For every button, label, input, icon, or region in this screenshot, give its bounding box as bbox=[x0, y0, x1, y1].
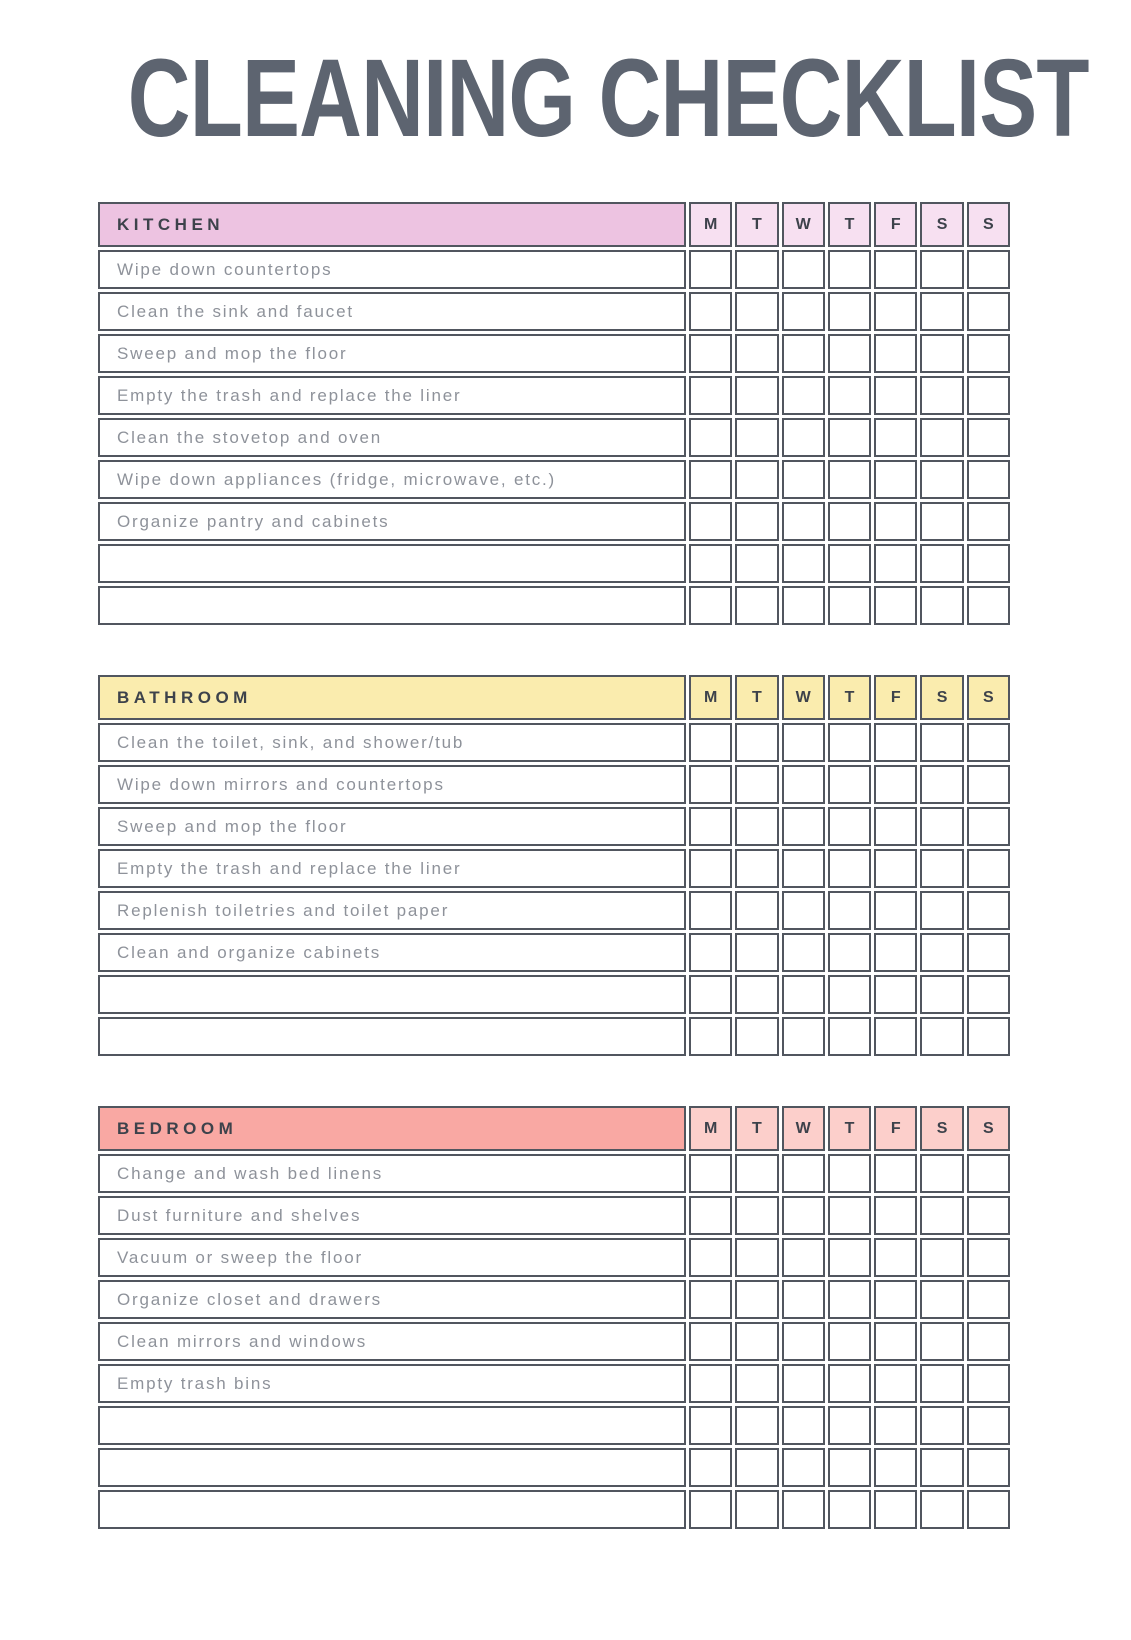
task-label bbox=[98, 544, 686, 583]
checkbox-cell[interactable] bbox=[920, 1196, 963, 1235]
checkbox-cell[interactable] bbox=[874, 849, 917, 888]
checkbox-cell[interactable] bbox=[689, 1280, 732, 1319]
checkbox-cell[interactable] bbox=[920, 1448, 963, 1487]
checkbox-cell[interactable] bbox=[689, 1490, 732, 1529]
task-label bbox=[98, 975, 686, 1014]
checkbox-cell[interactable] bbox=[689, 891, 732, 930]
checkbox-cell[interactable] bbox=[689, 849, 732, 888]
day-header: S bbox=[967, 1106, 1010, 1151]
day-header: W bbox=[782, 202, 825, 247]
task-row bbox=[98, 460, 1010, 499]
day-header: T bbox=[828, 1106, 871, 1151]
checkbox-cell[interactable] bbox=[920, 292, 963, 331]
checkbox-cell[interactable] bbox=[920, 334, 963, 373]
task-row bbox=[98, 502, 1010, 541]
day-header: T bbox=[828, 202, 871, 247]
task-row bbox=[98, 1406, 1010, 1445]
task-row bbox=[98, 807, 1010, 846]
checkbox-cell[interactable] bbox=[689, 334, 732, 373]
checkbox-cell[interactable] bbox=[874, 1406, 917, 1445]
checkbox-cell[interactable] bbox=[782, 250, 825, 289]
checkbox-cell[interactable] bbox=[874, 334, 917, 373]
checkbox-cell[interactable] bbox=[828, 1490, 871, 1529]
checkbox-cell[interactable] bbox=[967, 250, 1010, 289]
day-header: M bbox=[689, 675, 732, 720]
day-header: W bbox=[782, 1106, 825, 1151]
day-header: M bbox=[689, 202, 732, 247]
checkbox-cell[interactable] bbox=[735, 1364, 778, 1403]
checkbox-cell[interactable] bbox=[967, 1406, 1010, 1445]
checkbox-cell[interactable] bbox=[967, 891, 1010, 930]
checkbox-cell[interactable] bbox=[828, 975, 871, 1014]
checkbox-cell[interactable] bbox=[967, 1196, 1010, 1235]
task-label: Clean the sink and faucet bbox=[98, 292, 686, 331]
checkbox-cell[interactable] bbox=[920, 891, 963, 930]
checkbox-cell[interactable] bbox=[920, 1490, 963, 1529]
checkbox-cell[interactable] bbox=[689, 502, 732, 541]
checkbox-cell[interactable] bbox=[920, 250, 963, 289]
section-header-row bbox=[98, 202, 1010, 247]
checkbox-cell[interactable] bbox=[689, 1448, 732, 1487]
task-row bbox=[98, 292, 1010, 331]
task-row bbox=[98, 544, 1010, 583]
task-label: Clean and organize cabinets bbox=[98, 933, 686, 972]
checkbox-cell[interactable] bbox=[874, 544, 917, 583]
checkbox-cell[interactable] bbox=[735, 765, 778, 804]
checkbox-cell[interactable] bbox=[828, 334, 871, 373]
checkbox-cell[interactable] bbox=[782, 1448, 825, 1487]
checkbox-cell[interactable] bbox=[782, 1364, 825, 1403]
checkbox-cell[interactable] bbox=[874, 586, 917, 625]
checkbox-cell[interactable] bbox=[689, 250, 732, 289]
checkbox-cell[interactable] bbox=[828, 292, 871, 331]
checkbox-cell[interactable] bbox=[967, 460, 1010, 499]
day-header: F bbox=[874, 675, 917, 720]
checkbox-cell[interactable] bbox=[735, 1448, 778, 1487]
checkbox-cell[interactable] bbox=[735, 418, 778, 457]
checkbox-cell[interactable] bbox=[782, 1154, 825, 1193]
checkbox-cell[interactable] bbox=[967, 1364, 1010, 1403]
section-header-row bbox=[98, 1106, 1010, 1151]
checkbox-cell[interactable] bbox=[689, 460, 732, 499]
checkbox-cell[interactable] bbox=[782, 933, 825, 972]
checkbox-cell[interactable] bbox=[874, 1322, 917, 1361]
checkbox-cell[interactable] bbox=[967, 292, 1010, 331]
checkbox-cell[interactable] bbox=[782, 502, 825, 541]
checkbox-cell[interactable] bbox=[735, 1322, 778, 1361]
checkbox-cell[interactable] bbox=[874, 1280, 917, 1319]
checkbox-cell[interactable] bbox=[920, 502, 963, 541]
checkbox-cell[interactable] bbox=[874, 376, 917, 415]
task-label: Dust furniture and shelves bbox=[98, 1196, 686, 1235]
checkbox-cell[interactable] bbox=[920, 1406, 963, 1445]
checkbox-cell[interactable] bbox=[828, 586, 871, 625]
checkbox-cell[interactable] bbox=[828, 376, 871, 415]
day-header: W bbox=[782, 675, 825, 720]
task-label: Wipe down appliances (fridge, microwave, etc.) bbox=[98, 460, 686, 499]
task-label: Empty the trash and replace the liner bbox=[98, 849, 686, 888]
day-header: S bbox=[920, 202, 963, 247]
checkbox-cell[interactable] bbox=[689, 807, 732, 846]
checkbox-cell[interactable] bbox=[689, 1364, 732, 1403]
checkbox-cell[interactable] bbox=[689, 975, 732, 1014]
checkbox-cell[interactable] bbox=[782, 460, 825, 499]
checkbox-cell[interactable] bbox=[782, 1322, 825, 1361]
checkbox-cell[interactable] bbox=[920, 1238, 963, 1277]
day-header: S bbox=[920, 675, 963, 720]
checkbox-cell[interactable] bbox=[920, 849, 963, 888]
checkbox-cell[interactable] bbox=[874, 723, 917, 762]
task-label: Sweep and mop the floor bbox=[98, 807, 686, 846]
checkbox-cell[interactable] bbox=[828, 1238, 871, 1277]
checkbox-cell[interactable] bbox=[735, 250, 778, 289]
checkbox-cell[interactable] bbox=[874, 807, 917, 846]
section-table-bathroom bbox=[95, 672, 1013, 1059]
checkbox-cell[interactable] bbox=[782, 723, 825, 762]
day-header: T bbox=[735, 1106, 778, 1151]
checkbox-cell[interactable] bbox=[735, 891, 778, 930]
checkbox-cell[interactable] bbox=[874, 1364, 917, 1403]
task-row bbox=[98, 1322, 1010, 1361]
task-row bbox=[98, 891, 1010, 930]
checkbox-cell[interactable] bbox=[967, 586, 1010, 625]
checkbox-cell[interactable] bbox=[689, 586, 732, 625]
checkbox-cell[interactable] bbox=[874, 292, 917, 331]
day-header: T bbox=[735, 675, 778, 720]
checkbox-cell[interactable] bbox=[874, 1490, 917, 1529]
task-row bbox=[98, 1364, 1010, 1403]
checkbox-cell[interactable] bbox=[874, 418, 917, 457]
task-row bbox=[98, 1448, 1010, 1487]
checkbox-cell[interactable] bbox=[874, 1154, 917, 1193]
section-title: KITCHEN bbox=[98, 202, 686, 247]
checkbox-cell[interactable] bbox=[828, 765, 871, 804]
checkbox-cell[interactable] bbox=[828, 502, 871, 541]
checkbox-cell[interactable] bbox=[689, 1196, 732, 1235]
section-title: BATHROOM bbox=[98, 675, 686, 720]
task-row bbox=[98, 1238, 1010, 1277]
checkbox-cell[interactable] bbox=[828, 1017, 871, 1056]
checkbox-cell[interactable] bbox=[874, 1017, 917, 1056]
checkbox-cell[interactable] bbox=[967, 1017, 1010, 1056]
checkbox-cell[interactable] bbox=[967, 1280, 1010, 1319]
task-label bbox=[98, 586, 686, 625]
checkbox-cell[interactable] bbox=[828, 891, 871, 930]
sections bbox=[95, 199, 1131, 1532]
day-header: T bbox=[735, 202, 778, 247]
checkbox-cell[interactable] bbox=[782, 975, 825, 1014]
checkbox-cell[interactable] bbox=[828, 1322, 871, 1361]
checkbox-cell[interactable] bbox=[920, 765, 963, 804]
task-label bbox=[98, 1490, 686, 1529]
checkbox-cell[interactable] bbox=[920, 975, 963, 1014]
task-row bbox=[98, 849, 1010, 888]
checkbox-cell[interactable] bbox=[874, 765, 917, 804]
checkbox-cell[interactable] bbox=[920, 1017, 963, 1056]
checkbox-cell[interactable] bbox=[874, 250, 917, 289]
checkbox-cell[interactable] bbox=[828, 250, 871, 289]
checkbox-cell[interactable] bbox=[689, 1238, 732, 1277]
checkbox-cell[interactable] bbox=[782, 1280, 825, 1319]
checkbox-cell[interactable] bbox=[967, 1238, 1010, 1277]
checkbox-cell[interactable] bbox=[967, 376, 1010, 415]
checkbox-cell[interactable] bbox=[828, 460, 871, 499]
checkbox-cell[interactable] bbox=[920, 586, 963, 625]
checkbox-cell[interactable] bbox=[920, 807, 963, 846]
checkbox-cell[interactable] bbox=[689, 933, 732, 972]
task-label bbox=[98, 1017, 686, 1056]
checkbox-cell[interactable] bbox=[782, 292, 825, 331]
checkbox-cell[interactable] bbox=[967, 765, 1010, 804]
checkbox-cell[interactable] bbox=[967, 418, 1010, 457]
checkbox-cell[interactable] bbox=[828, 544, 871, 583]
checkbox-cell[interactable] bbox=[920, 376, 963, 415]
task-row bbox=[98, 1280, 1010, 1319]
day-header: S bbox=[920, 1106, 963, 1151]
checkbox-cell[interactable] bbox=[689, 1154, 732, 1193]
checkbox-cell[interactable] bbox=[967, 1448, 1010, 1487]
task-label: Empty the trash and replace the liner bbox=[98, 376, 686, 415]
checkbox-cell[interactable] bbox=[874, 933, 917, 972]
checkbox-cell[interactable] bbox=[828, 1280, 871, 1319]
checkbox-cell[interactable] bbox=[735, 1238, 778, 1277]
checkbox-cell[interactable] bbox=[782, 891, 825, 930]
checkbox-cell[interactable] bbox=[735, 292, 778, 331]
day-header: S bbox=[967, 675, 1010, 720]
checkbox-cell[interactable] bbox=[967, 334, 1010, 373]
checkbox-cell[interactable] bbox=[967, 849, 1010, 888]
checkbox-cell[interactable] bbox=[735, 723, 778, 762]
task-label: Change and wash bed linens bbox=[98, 1154, 686, 1193]
checkbox-cell[interactable] bbox=[920, 1154, 963, 1193]
checkbox-cell[interactable] bbox=[735, 1017, 778, 1056]
checkbox-cell[interactable] bbox=[828, 418, 871, 457]
task-row bbox=[98, 1490, 1010, 1529]
checkbox-cell[interactable] bbox=[874, 1196, 917, 1235]
checkbox-cell[interactable] bbox=[735, 849, 778, 888]
checkbox-cell[interactable] bbox=[689, 376, 732, 415]
checkbox-cell[interactable] bbox=[920, 1364, 963, 1403]
checkbox-cell[interactable] bbox=[735, 1196, 778, 1235]
task-row bbox=[98, 723, 1010, 762]
task-label bbox=[98, 1448, 686, 1487]
task-label: Sweep and mop the floor bbox=[98, 334, 686, 373]
checkbox-cell[interactable] bbox=[782, 418, 825, 457]
checkbox-cell[interactable] bbox=[735, 1280, 778, 1319]
task-row bbox=[98, 586, 1010, 625]
task-row bbox=[98, 418, 1010, 457]
task-row bbox=[98, 334, 1010, 373]
checkbox-cell[interactable] bbox=[920, 1280, 963, 1319]
day-header: M bbox=[689, 1106, 732, 1151]
day-header: F bbox=[874, 202, 917, 247]
checkbox-cell[interactable] bbox=[735, 1154, 778, 1193]
checkbox-cell[interactable] bbox=[782, 1238, 825, 1277]
checkbox-cell[interactable] bbox=[689, 765, 732, 804]
checkbox-cell[interactable] bbox=[874, 1448, 917, 1487]
task-row bbox=[98, 765, 1010, 804]
checkbox-cell[interactable] bbox=[967, 975, 1010, 1014]
checkbox-cell[interactable] bbox=[735, 807, 778, 846]
section-table-kitchen bbox=[95, 199, 1013, 628]
checkbox-cell[interactable] bbox=[689, 544, 732, 583]
section-title: BEDROOM bbox=[98, 1106, 686, 1151]
day-header: T bbox=[828, 675, 871, 720]
checkbox-cell[interactable] bbox=[828, 849, 871, 888]
checkbox-cell[interactable] bbox=[782, 544, 825, 583]
checkbox-cell[interactable] bbox=[828, 1154, 871, 1193]
checkbox-cell[interactable] bbox=[967, 1154, 1010, 1193]
task-row bbox=[98, 376, 1010, 415]
checkbox-cell[interactable] bbox=[735, 975, 778, 1014]
task-row bbox=[98, 250, 1010, 289]
checkbox-cell[interactable] bbox=[874, 460, 917, 499]
task-row bbox=[98, 975, 1010, 1014]
task-row bbox=[98, 1154, 1010, 1193]
day-header: S bbox=[967, 202, 1010, 247]
checkbox-cell[interactable] bbox=[735, 544, 778, 583]
checkbox-cell[interactable] bbox=[689, 418, 732, 457]
checkbox-cell[interactable] bbox=[782, 765, 825, 804]
task-row bbox=[98, 1196, 1010, 1235]
checkbox-cell[interactable] bbox=[782, 849, 825, 888]
checkbox-cell[interactable] bbox=[782, 334, 825, 373]
checkbox-cell[interactable] bbox=[782, 1490, 825, 1529]
checkbox-cell[interactable] bbox=[782, 1196, 825, 1235]
task-label: Organize closet and drawers bbox=[98, 1280, 686, 1319]
checkbox-cell[interactable] bbox=[967, 807, 1010, 846]
section-table-bedroom bbox=[95, 1103, 1013, 1532]
task-row bbox=[98, 1017, 1010, 1056]
task-label: Clean the toilet, sink, and shower/tub bbox=[98, 723, 686, 762]
task-label: Clean the stovetop and oven bbox=[98, 418, 686, 457]
checkbox-cell[interactable] bbox=[874, 502, 917, 541]
page-header bbox=[0, 37, 1131, 160]
checkbox-cell[interactable] bbox=[920, 460, 963, 499]
checkbox-cell[interactable] bbox=[735, 376, 778, 415]
checkbox-cell[interactable] bbox=[735, 1406, 778, 1445]
checkbox-cell[interactable] bbox=[782, 807, 825, 846]
checkbox-cell[interactable] bbox=[828, 1406, 871, 1445]
checkbox-cell[interactable] bbox=[782, 1406, 825, 1445]
task-label: Replenish toiletries and toilet paper bbox=[98, 891, 686, 930]
checkbox-cell[interactable] bbox=[967, 1490, 1010, 1529]
checkbox-cell[interactable] bbox=[782, 376, 825, 415]
checkbox-cell[interactable] bbox=[828, 1448, 871, 1487]
checkbox-cell[interactable] bbox=[920, 1322, 963, 1361]
checkbox-cell[interactable] bbox=[782, 586, 825, 625]
day-header: F bbox=[874, 1106, 917, 1151]
checkbox-cell[interactable] bbox=[735, 460, 778, 499]
task-label: Clean mirrors and windows bbox=[98, 1322, 686, 1361]
checkbox-cell[interactable] bbox=[874, 1238, 917, 1277]
task-label: Vacuum or sweep the floor bbox=[98, 1238, 686, 1277]
checkbox-cell[interactable] bbox=[735, 334, 778, 373]
checkbox-cell[interactable] bbox=[967, 502, 1010, 541]
task-label bbox=[98, 1406, 686, 1445]
checkbox-cell[interactable] bbox=[735, 586, 778, 625]
checkbox-cell[interactable] bbox=[735, 1490, 778, 1529]
checkbox-cell[interactable] bbox=[828, 1364, 871, 1403]
checkbox-cell[interactable] bbox=[828, 933, 871, 972]
page-title: CLEANING CHECKLIST bbox=[127, 37, 1089, 160]
checkbox-cell[interactable] bbox=[828, 807, 871, 846]
checkbox-cell[interactable] bbox=[920, 723, 963, 762]
checkbox-cell[interactable] bbox=[735, 933, 778, 972]
checkbox-cell[interactable] bbox=[967, 723, 1010, 762]
section-header-row bbox=[98, 675, 1010, 720]
checkbox-cell[interactable] bbox=[967, 933, 1010, 972]
checkbox-cell[interactable] bbox=[828, 723, 871, 762]
checkbox-cell[interactable] bbox=[689, 1406, 732, 1445]
checkbox-cell[interactable] bbox=[689, 292, 732, 331]
checkbox-cell[interactable] bbox=[874, 975, 917, 1014]
checkbox-cell[interactable] bbox=[920, 544, 963, 583]
task-row bbox=[98, 933, 1010, 972]
checkbox-cell[interactable] bbox=[967, 544, 1010, 583]
checkbox-cell[interactable] bbox=[967, 1322, 1010, 1361]
checkbox-cell[interactable] bbox=[828, 1196, 871, 1235]
checkbox-cell[interactable] bbox=[689, 1322, 732, 1361]
task-label: Empty trash bins bbox=[98, 1364, 686, 1403]
checkbox-cell[interactable] bbox=[735, 502, 778, 541]
checkbox-cell[interactable] bbox=[874, 891, 917, 930]
task-label: Wipe down mirrors and countertops bbox=[98, 765, 686, 804]
checkbox-cell[interactable] bbox=[920, 933, 963, 972]
task-label: Organize pantry and cabinets bbox=[98, 502, 686, 541]
checkbox-cell[interactable] bbox=[782, 1017, 825, 1056]
checkbox-cell[interactable] bbox=[689, 1017, 732, 1056]
checkbox-cell[interactable] bbox=[689, 723, 732, 762]
checkbox-cell[interactable] bbox=[920, 418, 963, 457]
task-label: Wipe down countertops bbox=[98, 250, 686, 289]
